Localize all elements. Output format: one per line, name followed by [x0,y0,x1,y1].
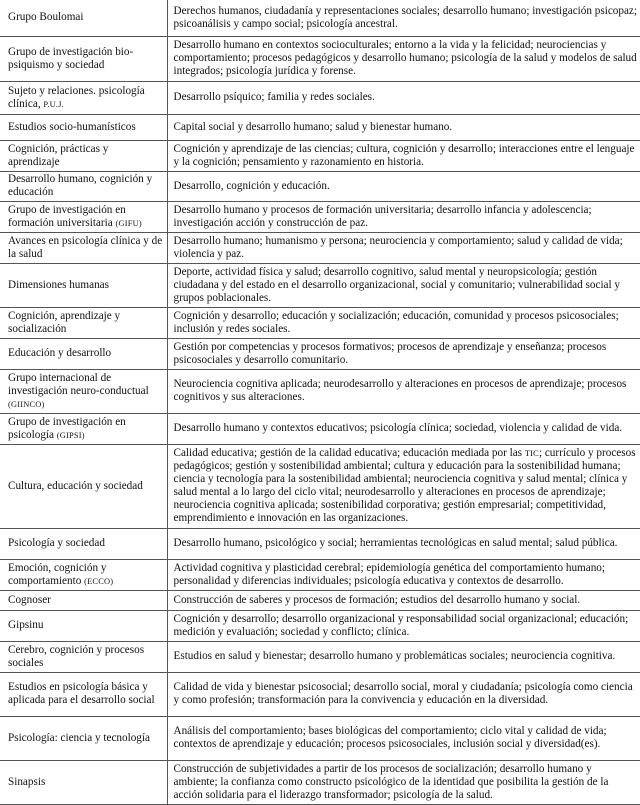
group-name: Avances en psicología clínica y de la salud [0,232,167,263]
group-abbreviation: P.U.J. [43,99,64,109]
research-lines [167,444,640,528]
group-name [0,369,167,413]
research-lines: Construcción de saberes y procesos de formación; estudios del desarrollo humano y social. [167,590,640,610]
table-row [0,590,640,610]
group-name-text: Grupo de investigación en psicología [8,415,126,441]
research-lines: Desarrollo humano en contextos socioculturales; entorno a la vida y la felicidad; neurociencias y comportamiento; procesos pedagógicos y desarrollo humano; psicología de la salud y modelos de salud integrados; psicología jurídica y forense. [167,36,640,81]
table-row [0,338,640,369]
research-lines: Cognición y desarrollo; educación y socialización; educación, comunidad y procesos psicosociales; inclusión y redes sociales. [167,307,640,338]
research-lines: Análisis del comportamiento; bases biológicas del comportamiento; ciclo vital y calidad de vida; contextos de aprendizaje y educación; procesos psicosociales, inclusión social y diversidad(es). [167,716,640,760]
table-row [0,528,640,559]
research-lines: Cognición y desarrollo; desarrollo organizacional y responsabilidad social organizacional; educación; medición y evaluación; sociedad y conflicto; clínica. [167,610,640,641]
group-name: Estudios socio-humanísticos [0,114,167,140]
research-lines-text: Calidad educativa; gestión de la calidad educativa; educación mediada por las [173,447,525,459]
table-row [0,140,640,171]
research-lines: Desarrollo, cognición y educación. [167,171,640,201]
table-row [0,263,640,307]
research-lines: Desarrollo humano y procesos de formación universitaria; desarrollo infancia y adolescencia; investigación acción y construcción de paz. [167,201,640,232]
group-name: Estudios en psicología básica y aplicada para el desarrollo social [0,672,167,716]
group-name: Grupo de investigación bio-psiquismo y sociedad [0,36,167,81]
group-abbreviation: (GIINCO) [8,399,45,409]
research-lines-text: ; currículo y procesos pedagógicos; gestión y sostenibilidad ambiental; cultura y educación para la sostenibilidad humana; ciencia y tecnología para la sostenibilidad ambiental; neurociencia cognitiva y salud mental; clínica y salud mental a lo largo del ciclo vital; neurodesarrollo y alteraciones en procesos de aprendizaje; neurociencia cognitiva aplicada; sostenibilidad corporativa; gestión empresarial; competitividad, emprendimiento e innovación en las organizaciones. [173,447,636,524]
group-name: Cognoser [0,590,167,610]
group-abbreviation: (ECCO) [84,576,114,586]
research-lines: Gestión por competencias y procesos formativos; procesos de aprendizaje y enseñanza; procesos psicosociales y desarrollo comunitario. [167,338,640,369]
group-name [0,413,167,444]
table-row [0,36,640,81]
table-row [0,369,640,413]
group-name-text: Emoción, cognición y comportamiento [8,561,107,587]
table-row [0,716,640,760]
research-lines: Construcción de subjetividades a partir de los procesos de socialización; desarrollo humano y ambiente; la confianza como constructo psicológico de la identidad que posibilita la gestión de la acción solidaria para el liderazgo transformador; psicología de la salud. [167,760,640,804]
group-name: Psicología: ciencia y tecnología [0,716,167,760]
table-row [0,307,640,338]
group-name: Cultura, educación y sociedad [0,444,167,528]
research-lines: Desarrollo humano y contextos educativos; psicología clínica; sociedad, violencia y calidad de vida. [167,413,640,444]
table-row [0,559,640,590]
research-lines: Estudios en salud y bienestar; desarrollo humano y problemáticas sociales; neurociencia cognitiva. [167,641,640,672]
table-row [0,0,640,36]
group-name-text: Sujeto y relaciones. psicología clínica, [8,84,145,110]
table-row [0,641,640,672]
table-row [0,201,640,232]
research-lines: Cognición y aprendizaje de las ciencias; cultura, cognición y desarrollo; interacciones entre el lenguaje y la cognición; pensamiento y razonamiento en historia. [167,140,640,171]
table-row [0,444,640,528]
table-row [0,232,640,263]
group-name [0,201,167,232]
group-name: Gipsinu [0,610,167,641]
group-name: Cerebro, cognición y procesos sociales [0,641,167,672]
table-row [0,672,640,716]
research-lines: Desarrollo humano; humanismo y persona; neurociencia y comportamiento; salud y calidad de vida; violencia y paz. [167,232,640,263]
group-name: Educación y desarrollo [0,338,167,369]
group-name [0,559,167,590]
group-name: Grupo Boulomai [0,0,167,36]
tic-abbreviation: TIC [524,449,539,458]
group-name-text: Grupo internacional de investigación neuro-conductual [8,371,149,397]
research-lines: Deporte, actividad física y salud; desarrollo cognitivo, salud mental y neuropsicología; gestión ciudadana y del estado en el desarrollo organizacional, social y comunitario; vulnerabilidad social y grupos poblacionales. [167,263,640,307]
group-name: Psicología y sociedad [0,528,167,559]
group-name: Cognición, aprendizaje y socialización [0,307,167,338]
group-abbreviation: (GIPSI) [56,430,85,440]
table-row [0,81,640,114]
table-row [0,114,640,140]
group-name-text: Grupo de investigación en formación universitaria [8,203,126,229]
research-lines: Capital social y desarrollo humano; salud y bienestar humano. [167,114,640,140]
table-row [0,171,640,201]
table-row [0,413,640,444]
group-name: Dimensiones humanas [0,263,167,307]
research-lines: Calidad de vida y bienestar psicosocial; desarrollo social, moral y ciudadanía; psicología como ciencia y como profesión; transformación para la convivencia y educación en la diversidad. [167,672,640,716]
group-abbreviation: (GIFU) [115,218,142,228]
research-lines: Neurociencia cognitiva aplicada; neurodesarrollo y alteraciones en procesos de aprendizaje; procesos cognitivos y sus alteraciones. [167,369,640,413]
group-name: Sinapsis [0,760,167,804]
group-name [0,81,167,114]
research-lines: Actividad cognitiva y plasticidad cerebral; epidemiología genética del comportamiento humano; personalidad y diferencias individuales; psicología educativa y contextos de desarrollo. [167,559,640,590]
table-row [0,610,640,641]
research-lines: Derechos humanos, ciudadanía y representaciones sociales; desarrollo humano; investigación psicopaz; psicoanálisis y campo social; psicología ancestral. [167,0,640,36]
group-name: Cognición, prácticas y aprendizaje [0,140,167,171]
table-row [0,760,640,804]
group-name: Desarrollo humano, cognición y educación [0,171,167,201]
research-lines: Desarrollo psíquico; familia y redes sociales. [167,81,640,114]
research-lines: Desarrollo humano, psicológico y social; herramientas tecnológicas en salud mental; salud pública. [167,528,640,559]
